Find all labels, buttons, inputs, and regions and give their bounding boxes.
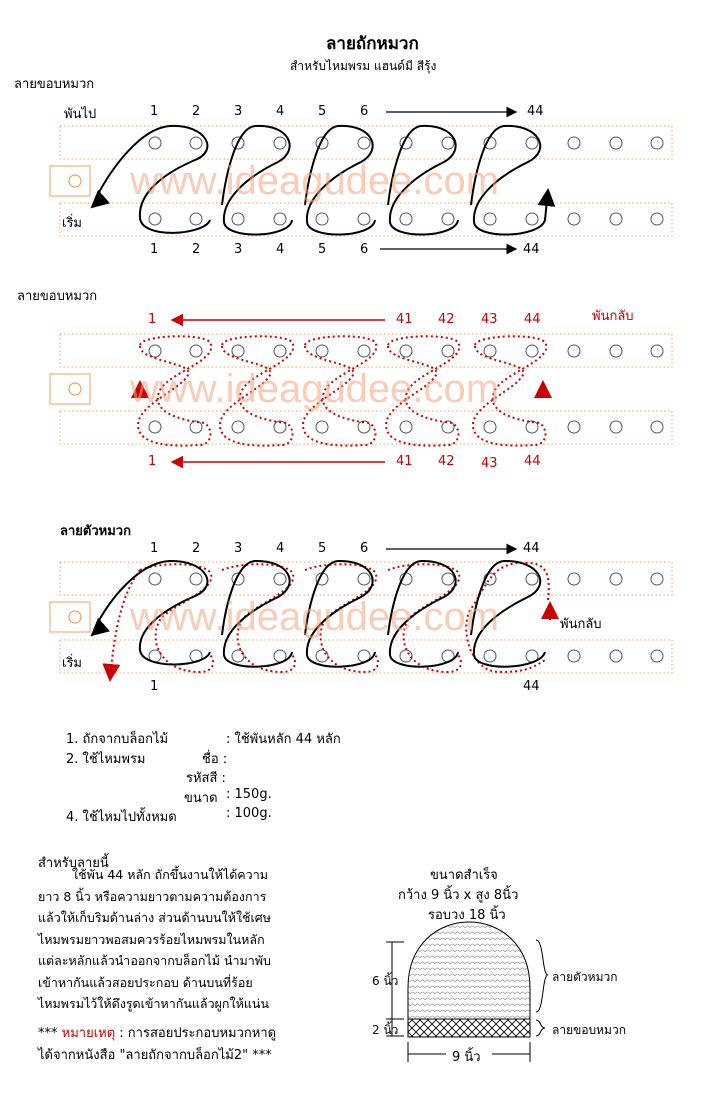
page-title: ลายถักหมวก [326,34,419,54]
hat-width: 9 นิ้ว [452,1050,481,1065]
peg-number: 5 [318,104,327,119]
peg-number: 3 [234,242,243,257]
material-item-1-value: : ใช้พันหลัก 44 หลัก [226,732,341,747]
instruction-line: ไหมพรมไว้ให้ดึงรูดเข้าหากันแล้วผูกให้แน่น [38,996,269,1011]
note-label: หมายเหตุ [61,1026,116,1041]
peg-number: 3 [234,541,243,556]
panel-3-wrap-back-label: พันกลับ [560,617,602,632]
peg-number: 5 [318,541,327,556]
peg-number: 43 [481,456,498,471]
peg-number: 6 [360,541,369,556]
panel-1-wrap-forward-label: พันไป [64,107,97,122]
hat-body-label: ลายตัวหมวก [552,970,618,984]
instructions-heading: สำหรับลายนี้ [38,856,109,871]
hat-size-diagram [386,922,548,1062]
note-line-2: ได้จากหนังสือ "ลายถักจากบล็อกไม้2" *** [38,1048,272,1063]
hat-brim-label: ลายขอบหมวก [552,1023,626,1037]
peg-number: 1 [150,541,159,556]
peg-number: 44 [524,312,541,327]
peg-number: 4 [276,104,285,119]
peg-number-end: 44 [523,679,540,694]
material-item-4-value: : 100g. [226,806,272,821]
instruction-line: แต่ละหลักแล้วนำออกจากบล็อกไม้ นำมาพับ [38,953,271,968]
watermark-3: www.ideagudee.com [130,595,500,639]
peg-number: 41 [396,312,413,327]
note-line-1 [38,1022,276,1043]
instruction-line: เข้าหากันแล้วสอยประกอบ ด้านบนที่ร้อย [38,974,253,990]
panel-3-start-label: เริ่ม [62,656,82,671]
panel-1-section-label: ลายขอบหมวก [14,77,95,92]
material-item-4-label: 4. ใช้ไหมไปทั้งหมด [66,810,177,825]
page-subtitle: สำหรับไหมพรม แฮนด์มี สีรุ้ง [290,59,437,73]
yarn-name-label: ชื่อ : [202,752,228,767]
peg-number-end: 44 [523,242,540,257]
peg-number: 5 [318,242,327,257]
peg-number: 2 [192,104,201,119]
peg-number: 3 [234,104,243,119]
panel-1-start-label: เริ่ม [62,216,82,231]
watermark-1: www.ideagudee.com [130,159,500,203]
yarn-size-label: ขนาด [184,791,218,806]
material-item-2-label: 2. ใช้ไหมพรม [66,752,146,767]
yarn-size-value: : 150g. [226,787,272,802]
peg-number: 4 [276,541,285,556]
hat-brim-height: 2 นิ้ว [372,1023,399,1037]
note-text: : การสอยประกอบหมวกหาดู [115,1026,277,1041]
peg-number: 2 [192,242,201,257]
instruction-line: ยาว 8 นิ้ว หรือความยาวตามความต้องการ [38,888,267,904]
yarn-color-label: รหัสสี : [186,771,226,786]
peg-number: 1 [150,104,159,119]
panel-1-loom [50,112,672,249]
peg-number: 41 [396,454,413,469]
finished-size-heading: ขนาดสำเร็จ [430,868,498,883]
peg-number: 42 [438,312,455,327]
note-prefix: *** [38,1026,62,1041]
finished-size-dimensions: กว้าง 9 นิ้ว x สูง 8นิ้ว [398,888,519,903]
peg-number: 43 [481,312,498,327]
peg-number-start: 1 [148,312,157,327]
peg-number: 44 [524,454,541,469]
peg-number: 1 [150,242,159,257]
instruction-line: แล้วให้เก็บริมด้านล่าง ส่วนด้านบนให้ใช้เศษ [38,910,271,925]
peg-number: 2 [192,541,201,556]
peg-number-start: 1 [148,454,157,469]
peg-number: 4 [276,242,285,257]
material-item-1-label: 1. ถักจากบล็อกไม้ [66,732,169,747]
peg-number: 6 [360,104,369,119]
peg-number-end: 44 [523,541,540,556]
panel-2-section-label: ลายขอบหมวก [17,289,98,304]
hat-body-height: 6 นิ้ว [372,974,399,988]
watermark-2: www.ideagudee.com [130,367,500,411]
panel-2-loom [50,320,672,462]
panel-2-wrap-back-label: พันกลับ [592,309,634,324]
peg-number: 42 [438,454,455,469]
finished-size-circumference: รอบวง 18 นิ้ว [428,908,506,923]
instruction-line: ใช้พัน 44 หลัก ถักขึ้นงานให้ได้ความ [72,867,268,882]
peg-number-end: 44 [527,104,544,119]
panel-3-section-label: ลายตัวหมวก [60,524,131,539]
instructions-body [38,864,348,1015]
peg-number-start: 1 [150,679,159,694]
instruction-line: ไหมพรมยาวพอสมควรร้อยไหมพรมในหลัก [38,931,265,947]
peg-number: 6 [360,242,369,257]
